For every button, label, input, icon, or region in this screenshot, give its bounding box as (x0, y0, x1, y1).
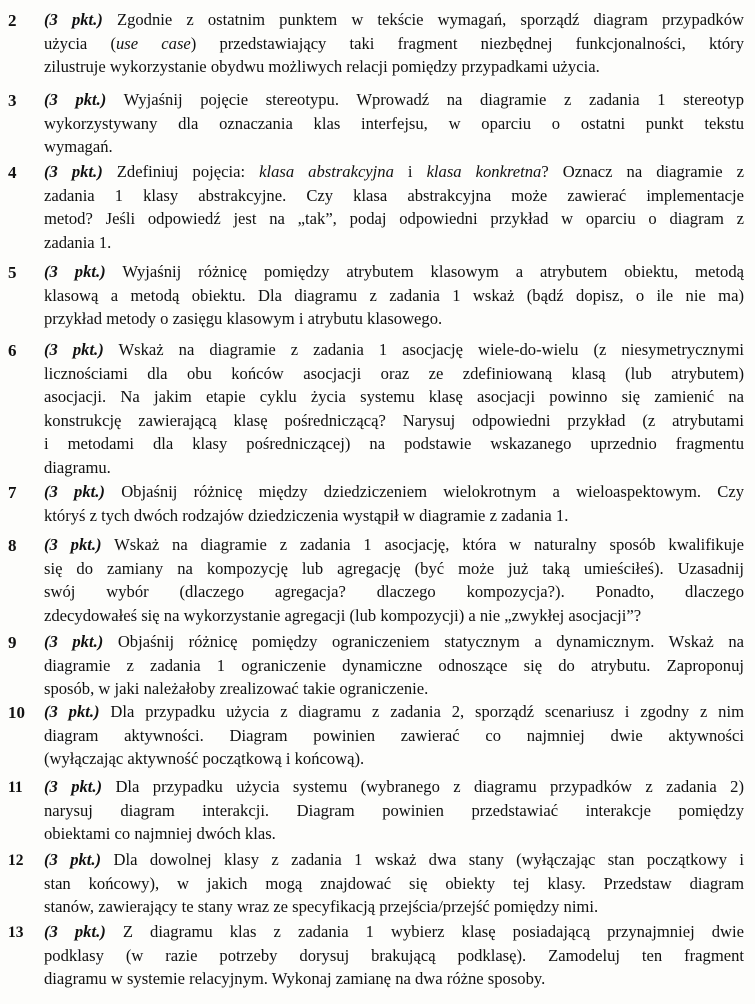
question-number: 13 (8, 924, 24, 941)
italic-term: use case (116, 33, 191, 53)
question-text (44, 8, 744, 79)
text-line: (wyłączając aktywność początkową i końcową). (44, 749, 365, 768)
text-line: (3 pkt.) Wskaż na diagramie z zadania 1 asocjację wiele-do-wielu (z niesymetrycznymi (44, 340, 744, 359)
question-number: 11 (8, 779, 23, 796)
text-line: (3 pkt.) Objaśnij różnicę pomiędzy ograniczeniem statycznym a dynamicznym. Wskaż na (44, 632, 744, 651)
question-text (44, 480, 744, 527)
italic-term: klasa konkretna (426, 162, 542, 181)
text-line: (3 pkt.) Z diagramu klas z zadania 1 wybierz klasę posiadającą przynajmniej dwie (44, 922, 744, 941)
text-line: klasową a metodą obiektu. Dla diagramu z zadania 1 wskaż (bądź dopisz, o ile nie ma) (44, 285, 744, 305)
text-line: wykorzystywany dla oznaczania klas interfejsu, w oparciu o ostatni punkt tekstu (44, 113, 744, 133)
points-label: (3 pkt.) (44, 482, 105, 501)
points-label: (3 pkt.) (44, 632, 104, 651)
text-line: (3 pkt.) Wyjaśnij różnicę pomiędzy atrybutem klasowym a atrybutem obiektu, metodą (44, 262, 744, 281)
text-line: się do zamiany na kompozycję lub agregację (być może już taką umieściłeś). Uzasadnij (44, 558, 744, 578)
points-label: (3 pkt.) (44, 10, 103, 29)
text-line: (3 pkt.) Zdefiniuj pojęcia: klasa abstrakcyjna i klasa konkretna? Oznacz na diagramie z (44, 162, 744, 181)
text-line: sposób, w jaki należałoby zrealizować takie ograniczenie. (44, 679, 429, 698)
question-text (44, 848, 744, 919)
text-line: diagram aktywności. Diagram powinien zawierać co najmniej dwie aktywności (44, 725, 744, 745)
text-line: obiektami co najmniej dwóch klas. (44, 824, 276, 843)
text-line: (3 pkt.) Objaśnij różnicę między dziedziczeniem wielokrotnym a wieloaspektowym. Czy (44, 482, 744, 501)
text-line: (3 pkt.) Dla przypadku użycia z diagramu z zadania 2, sporządź scenariusz i zgodny z nim (44, 702, 744, 721)
text-line: zadania 1 klasy abstrakcyjne. Czy klasa abstrakcyjna może zawierać implementacje (44, 185, 744, 205)
question-number: 4 (8, 163, 17, 182)
points-label: (3 pkt.) (44, 922, 106, 941)
question-number: 6 (8, 341, 17, 360)
question-number: 2 (8, 11, 17, 30)
text-line: zadania 1. (44, 232, 112, 252)
points-label: (3 pkt.) (44, 340, 104, 359)
points-label: (3 pkt.) (44, 262, 106, 281)
text-line: stan końcowy), w jakich mogą znajdować się obiekty tej klasy. Przedstaw diagram (44, 873, 744, 893)
question-number: 7 (8, 483, 17, 502)
text-line: diagramie z zadania 1 ograniczenie dynamiczne odnoszące się do atrybutu. Zaproponuj (44, 655, 744, 675)
points-label: (3 pkt.) (44, 162, 103, 181)
text-line: zilustruje wykorzystanie obydwu możliwych relacji pomiędzy przypadkami użycia. (44, 57, 600, 76)
question-number: 10 (8, 703, 25, 722)
question-number: 12 (8, 852, 24, 869)
text-line: (3 pkt.) Zgodnie z ostatnim punktem w tekście wymagań, sporządź diagram przypadków (44, 10, 744, 29)
text-line: zdecydowałeś się na wykorzystanie agregacji (lub kompozycji) a nie „zwykłej asocjacji”? (44, 605, 642, 625)
text-line: przykład metody o zasięgu klasowym i atrybutu klasowego. (44, 309, 443, 328)
question-text (44, 88, 744, 159)
text-line: diagramu w systemie relacyjnym. Wykonaj zamianę na dwa różne sposoby. (44, 969, 546, 988)
question-text (44, 533, 744, 627)
points-label: (3 pkt.) (44, 90, 107, 109)
question-number: 5 (8, 263, 17, 282)
question-text (44, 920, 744, 991)
text-line: któryś z tych dwóch rodzajów dziedziczenia wystąpił w diagramie z zadania 1. (44, 505, 569, 525)
points-label: (3 pkt.) (44, 702, 100, 721)
question-text (44, 338, 744, 479)
text-line: (3 pkt.) Wyjaśnij pojęcie stereotypu. Wprowadź na diagramie z zadania 1 stereotyp (44, 90, 744, 109)
points-label: (3 pkt.) (44, 850, 102, 869)
question-text (44, 260, 744, 331)
text-line: (3 pkt.) Dla przypadku użycia systemu (wybranego z diagramu przypadków z zadania 2) (44, 777, 744, 796)
text-line: metod? Jeśli odpowiedź jest na „tak”, podaj odpowiedni przykład w oparciu o diagram z (44, 209, 744, 228)
text-line: narysuj diagram interakcji. Diagram powinien przedstawiać interakcje pomiędzy (44, 800, 744, 820)
text-line: licznościami dla obu końców asocjacji oraz ze zdefiniowaną klasą (lub atrybutem) (44, 363, 744, 383)
text-line: wymagań. (44, 137, 113, 156)
question-number: 3 (8, 91, 17, 110)
text-line: asocjacji. Na jakim etapie cyklu życia systemu klasę asocjacji powinno się zamienić na (44, 387, 744, 406)
text-line: i metodami dla klasy pośredniczącej) na podstawie wskazanego uprzednio fragmentu (44, 434, 744, 453)
points-label: (3 pkt.) (44, 777, 103, 796)
question-text (44, 775, 744, 846)
text-line: użycia (use case) przedstawiający taki fragment niezbędnej funkcjonalności, który (44, 33, 744, 53)
points-label: (3 pkt.) (44, 535, 102, 554)
text-line: (3 pkt.) Dla dowolnej klasy z zadania 1 wskaż dwa stany (wyłączając stan początkowy i (44, 850, 744, 869)
text-line: diagramu. (44, 457, 111, 477)
text-line: stanów, zawierający te stany wraz ze specyfikacją przejścia/przejść pomiędzy nimi. (44, 897, 599, 916)
question-text (44, 160, 744, 254)
text-line: konstrukcję zawierającą klasę pośredniczącą? Narysuj odpowiedni przykład (z atrybutami (44, 410, 744, 430)
question-text (44, 700, 744, 771)
question-number: 9 (8, 633, 17, 652)
text-line: podklasy (w razie potrzeby dorysuj brakującą podklasę). Zamodeluj ten fragment (44, 945, 744, 965)
text-line: swój wybór (dlaczego agregacja? dlaczego kompozycja?). Ponadto, dlaczego (44, 582, 744, 601)
text-line: (3 pkt.) Wskaż na diagramie z zadania 1 asocjację, która w naturalny sposób kwalifikuje (44, 535, 744, 554)
question-text (44, 630, 744, 701)
italic-term: klasa abstrakcyjna (259, 162, 394, 181)
question-number: 8 (8, 536, 17, 555)
